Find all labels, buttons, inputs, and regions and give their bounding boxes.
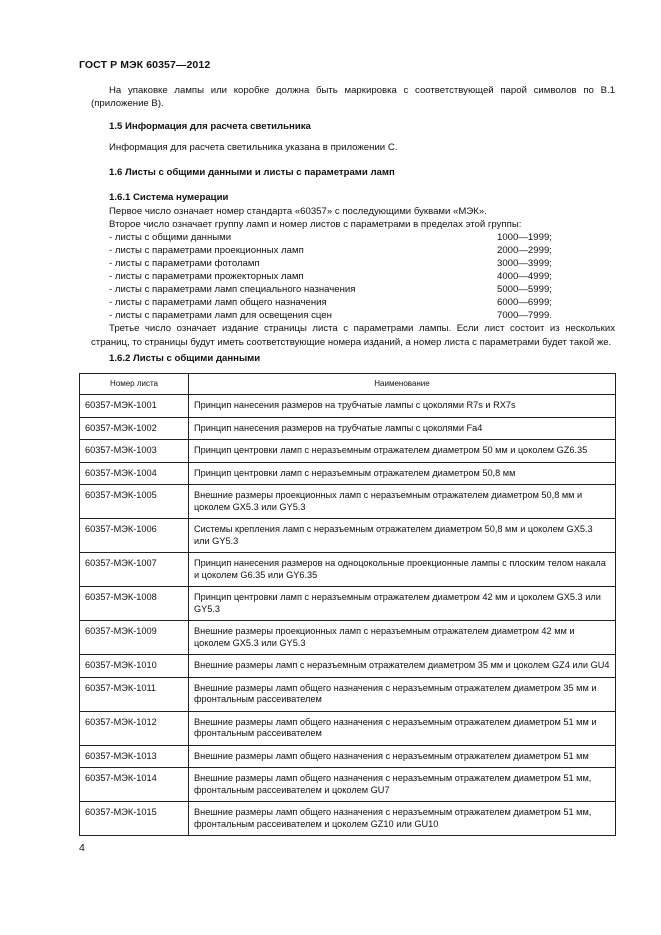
sheet-name: Принцип нанесения размеров на трубчатые лампы с цоколями Fa4 — [189, 417, 616, 440]
sheet-number: 60357-МЭК-1015 — [80, 802, 189, 836]
sheet-number: 60357-МЭК-1003 — [80, 440, 189, 463]
sheet-number: 60357-МЭК-1007 — [80, 553, 189, 587]
group-range-list — [91, 231, 615, 323]
sheet-number: 60357-МЭК-1006 — [80, 519, 189, 553]
sheet-number: 60357-МЭК-1010 — [80, 655, 189, 678]
section-1-6-2-heading: 1.6.2 Листы с общими данными — [109, 352, 261, 364]
general-sheets-table-wrapper — [79, 373, 615, 836]
sheet-number: 60357-МЭК-1002 — [80, 417, 189, 440]
intro-paragraph: На упаковке лампы или коробке должна быть маркировка с соответствующей парой символов по В.1 (приложение В). — [91, 85, 615, 110]
list-item: - листы с параметрами фотоламп 3000—3999; — [109, 257, 552, 269]
sheet-name: Принцип центровки ламп с неразъемным отражателем диаметром 50,8 мм — [189, 462, 616, 485]
table-row — [80, 462, 616, 485]
sheet-name: Внешние размеры ламп общего назначения с неразъемным отражателем диаметром 51 мм, фронтальным рассеивателем и цоколем GU7 — [189, 768, 616, 802]
sheet-number: 60357-МЭК-1004 — [80, 462, 189, 485]
body-text — [91, 84, 615, 365]
sheet-number: 60357-МЭК-1013 — [80, 745, 189, 768]
section-1-6-1-heading: 1.6.1 Система нумерации — [109, 192, 229, 204]
table-row — [80, 621, 616, 655]
list-item: - листы с параметрами ламп специального назначения 5000—5999; — [109, 284, 552, 296]
standard-header: ГОСТ Р МЭК 60357—2012 — [79, 59, 211, 71]
table-row — [80, 802, 616, 836]
table-row — [80, 711, 616, 745]
table-row — [80, 677, 616, 711]
sheet-number: 60357-МЭК-1009 — [80, 621, 189, 655]
sheet-name: Принцип центровки ламп с неразъемным отражателем диаметром 42 мм и цоколем GX5.3 или GY5.3 — [189, 587, 616, 621]
table-row — [80, 587, 616, 621]
sheet-name: Внешние размеры ламп общего назначения с неразъемным отражателем диаметром 51 мм — [189, 745, 616, 768]
table-row — [80, 655, 616, 678]
sheet-name: Внешние размеры проекционных ламп с неразъемным отражателем диаметром 50,8 мм и цоколем GX5.3 или GY5.3 — [189, 485, 616, 519]
table-header-row — [80, 374, 616, 395]
sheet-number: 60357-МЭК-1012 — [80, 711, 189, 745]
list-item: - листы с параметрами проекционных ламп 2000—2999; — [109, 244, 552, 256]
numbering-line-1: Первое число означает номер стандарта «60357» с последующими буквами «МЭК». — [109, 205, 487, 217]
sheet-name: Внешние размеры проекционных ламп с неразъемным отражателем диаметром 42 мм и цоколем GX5.3 или GY5.3 — [189, 621, 616, 655]
column-header-name: Наименование — [189, 374, 616, 395]
list-item: - листы с параметрами ламп общего назначения 6000—6999; — [109, 297, 552, 309]
column-header-number: Номер листа — [80, 374, 189, 395]
numbering-line-3: Третье число означает издание страницы листа с параметрами лампы. Если лист состоит из нескольких страниц, то страницы будут иметь соответствующие номера изданий, а номер листа с параметрами будет такой же. — [91, 323, 615, 348]
section-1-5-text: Информация для расчета светильника указана в приложении С. — [109, 142, 398, 154]
section-1-6-heading: 1.6 Листы с общими данными и листы с параметрами ламп — [109, 167, 395, 179]
table-row — [80, 417, 616, 440]
table-row — [80, 395, 616, 418]
sheet-name: Принцип центровки ламп с неразъемным отражателем диаметром 50 мм и цоколем GZ6.35 — [189, 440, 616, 463]
sheet-name: Внешние размеры ламп общего назначения с неразъемным отражателем диаметром 51 мм и фронтальным рассеивателем — [189, 711, 616, 745]
sheet-name: Внешние размеры ламп общего назначения с неразъемным отражателем диаметром 51 мм, фронтальным рассеивателем и цоколем GZ10 или GU10 — [189, 802, 616, 836]
list-item: - листы с параметрами прожекторных ламп 4000—4999; — [109, 271, 552, 283]
page-number: 4 — [79, 842, 85, 854]
numbering-line-2: Второе число означает группу ламп и номер листов с параметрами в пределах этой группы: — [109, 218, 522, 230]
list-item: - листы с общими данными 1000—1999; — [109, 231, 552, 243]
sheet-name: Внешние размеры ламп с неразъемным отражателем диаметром 35 мм и цоколем GZ4 или GU4 — [189, 655, 616, 678]
sheet-number: 60357-МЭК-1001 — [80, 395, 189, 418]
table-row — [80, 768, 616, 802]
sheet-number: 60357-МЭК-1011 — [80, 677, 189, 711]
general-sheets-table — [79, 373, 616, 836]
sheet-name: Системы крепления ламп с неразъемным отражателем диаметром 50,8 мм и цоколем GX5.3 или GY5.3 — [189, 519, 616, 553]
table-row — [80, 519, 616, 553]
table-row — [80, 440, 616, 463]
table-row — [80, 553, 616, 587]
table-row — [80, 745, 616, 768]
sheet-number: 60357-МЭК-1014 — [80, 768, 189, 802]
sheet-number: 60357-МЭК-1008 — [80, 587, 189, 621]
sheet-name: Внешние размеры ламп общего назначения с неразъемным отражателем диаметром 35 мм и фронтальным рассеивателем — [189, 677, 616, 711]
table-row — [80, 485, 616, 519]
list-item: - листы с параметрами ламп для освещения сцен 7000—7999. — [109, 310, 552, 322]
sheet-number: 60357-МЭК-1005 — [80, 485, 189, 519]
section-1-5-heading: 1.5 Информация для расчета светильника — [109, 121, 311, 133]
sheet-name: Принцип нанесения размеров на трубчатые лампы с цоколями R7s и RX7s — [189, 395, 616, 418]
sheet-name: Принцип нанесения размеров на одноцокольные проекционные лампы с плоским телом накала и цоколем G6.35 или GY6.35 — [189, 553, 616, 587]
